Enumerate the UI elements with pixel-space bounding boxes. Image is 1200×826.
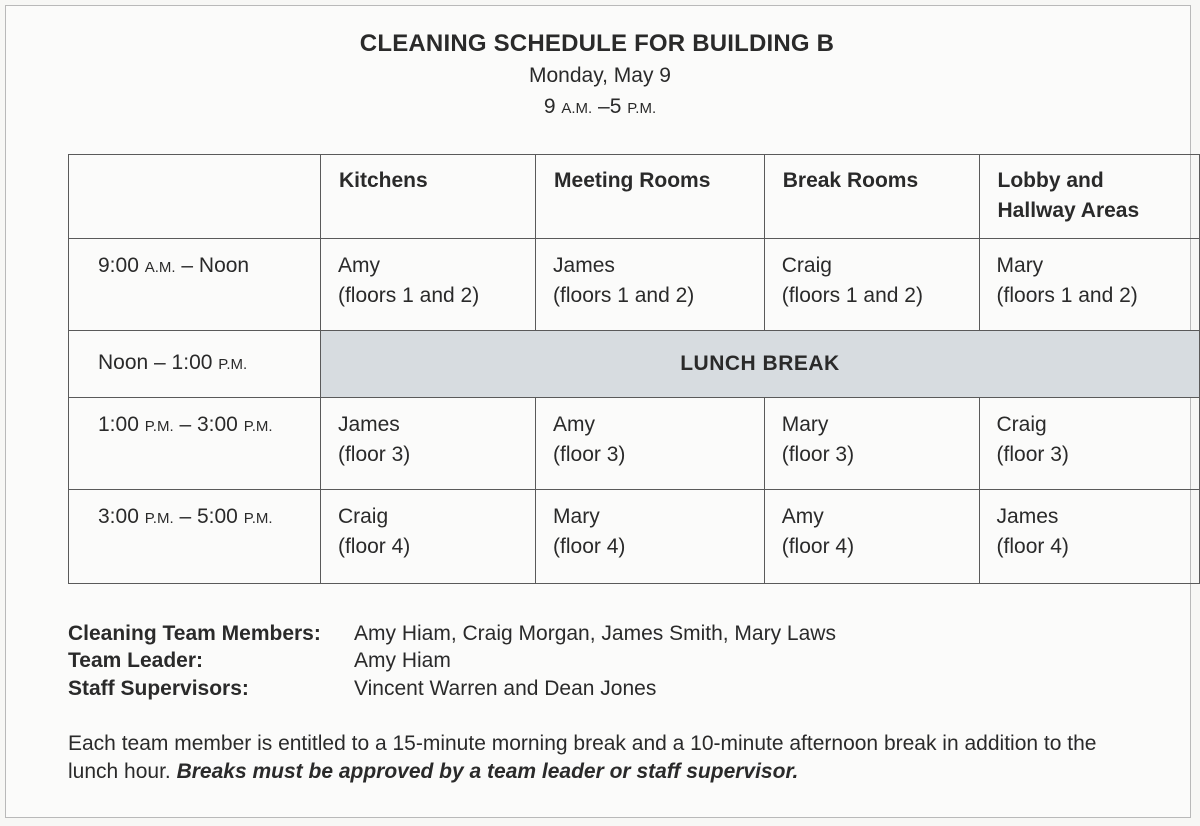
assignment-cell: Craig (floor 3) xyxy=(979,398,1199,490)
schedule-date: Monday, May 9 xyxy=(528,64,671,87)
approval-emphasis: Breaks must be approved by a team leader or staff supervisor. xyxy=(176,760,799,783)
leader-value: Amy Hiam xyxy=(354,649,451,672)
assignment-cell: Mary (floors 1 and 2) xyxy=(979,239,1199,331)
time-slot-label: Noon – 1:00 P.M. xyxy=(69,331,321,398)
supervisors-label: Staff Supervisors: xyxy=(68,677,249,700)
lunch-break-banner: LUNCH BREAK xyxy=(320,331,1199,398)
column-header-break-rooms: Break Rooms xyxy=(764,155,979,239)
table-row xyxy=(69,239,1200,331)
column-header-meeting-rooms: Meeting Rooms xyxy=(536,155,765,239)
assignment-cell: Amy (floors 1 and 2) xyxy=(320,239,535,331)
assignment-cell: Craig (floor 4) xyxy=(320,490,535,584)
lunch-row xyxy=(69,331,1200,398)
column-header-kitchens: Kitchens xyxy=(320,155,535,239)
document-title: CLEANING SCHEDULE FOR BUILDING B xyxy=(359,30,835,57)
leader-label: Team Leader: xyxy=(68,649,203,672)
assignment-cell: Craig (floors 1 and 2) xyxy=(764,239,979,331)
time-slot-label: 3:00 P.M. – 5:00 P.M. xyxy=(69,490,321,584)
assignment-cell: Mary (floor 4) xyxy=(536,490,765,584)
header-corner-cell xyxy=(69,155,321,239)
schedule-table xyxy=(68,154,1200,584)
members-value: Amy Hiam, Craig Morgan, James Smith, Mary Laws xyxy=(354,622,836,645)
assignment-cell: James (floor 4) xyxy=(979,490,1199,584)
assignment-cell: Mary (floor 3) xyxy=(764,398,979,490)
time-slot-label: 9:00 A.M. – Noon xyxy=(69,239,321,331)
schedule-hours: 9 A.M. –5 P.M. xyxy=(543,95,657,118)
members-label: Cleaning Team Members: xyxy=(68,622,321,645)
table-row xyxy=(69,398,1200,490)
assignment-cell: James (floor 3) xyxy=(320,398,535,490)
column-header-lobby-hallway: Lobby and Hallway Areas xyxy=(979,155,1199,239)
assignment-cell: James (floors 1 and 2) xyxy=(536,239,765,331)
supervisors-value: Vincent Warren and Dean Jones xyxy=(354,677,657,700)
assignment-cell: Amy (floor 3) xyxy=(536,398,765,490)
time-slot-label: 1:00 P.M. – 3:00 P.M. xyxy=(69,398,321,490)
assignment-cell: Amy (floor 4) xyxy=(764,490,979,584)
break-policy-note: Each team member is entitled to a 15-minute morning break and a 10-minute afternoon break in addition to the lunch hour. Breaks must be approved by a team leader or staff supervisor. xyxy=(68,732,1097,783)
table-header-row xyxy=(69,155,1200,239)
table-row xyxy=(69,490,1200,584)
